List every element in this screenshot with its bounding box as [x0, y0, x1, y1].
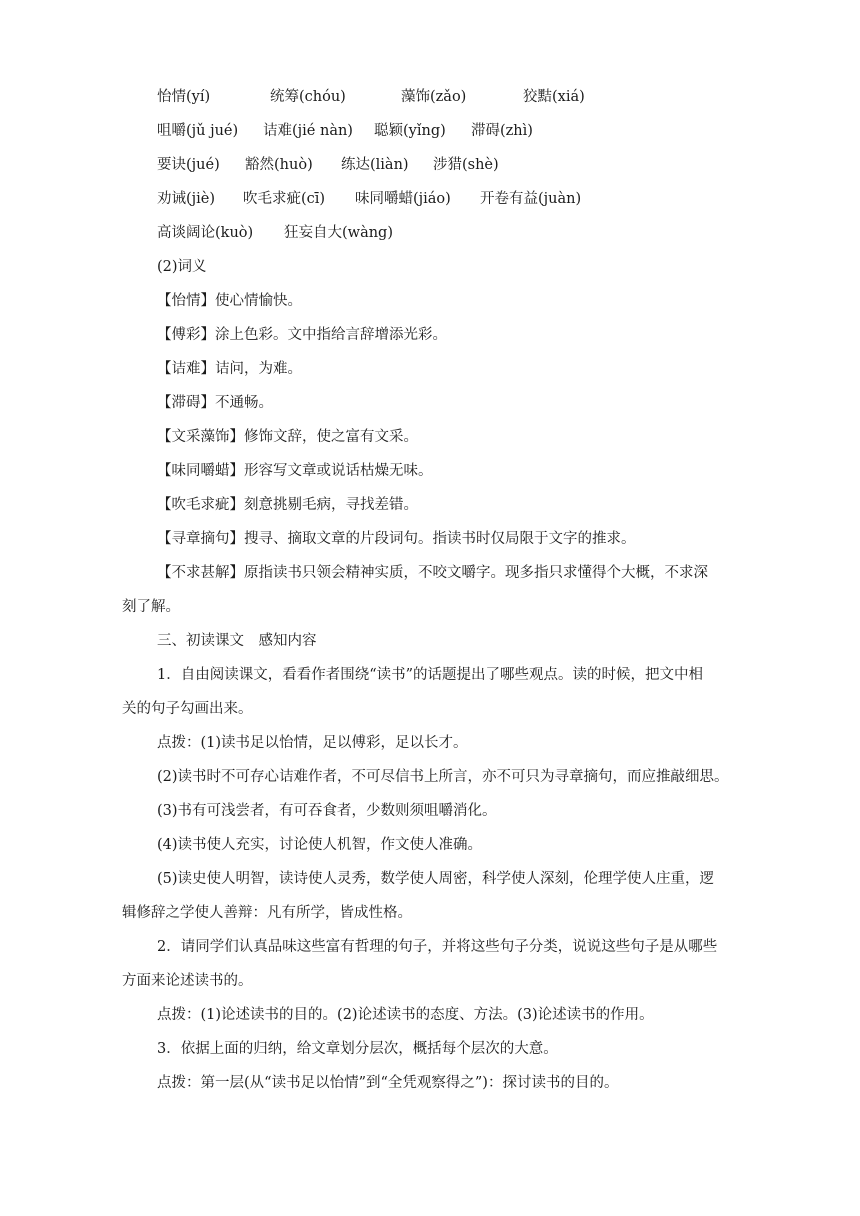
pronunciation-item: 吹毛求疵(cī): [243, 191, 326, 207]
question-text: 2．请同学们认真品味这些富有哲理的句子，并将这些句子分类，说说这些句子是从哪些: [157, 939, 718, 955]
answer-text: (3)书有可浅尝者，有可吞食者，少数则须咀嚼消化。: [157, 803, 497, 819]
vocab-entry: 【诘难】诘问，为难。: [157, 361, 302, 377]
question-text: 1．自由阅读课文，看看作者围绕“读书”的话题提出了哪些观点。读的时候，把文中相: [157, 667, 704, 683]
pronunciation-item: 开卷有益(juàn): [480, 191, 582, 207]
pronunciation-item: 味同嚼蜡(jiáo): [355, 191, 451, 207]
vocab-entry: 【傅彩】涂上色彩。文中指给言辞增添光彩。: [157, 327, 447, 343]
vocab-entry: 【怡情】使心情愉快。: [157, 293, 302, 309]
question-text-continued: 方面来论述读书的。: [122, 973, 253, 989]
question-text: 3．依据上面的归纳，给文章划分层次，概括每个层次的大意。: [157, 1041, 558, 1057]
answer-text: 点拨：(1)论述读书的目的。(2)论述读书的态度、方法。(3)论述读书的作用。: [157, 1007, 654, 1023]
pronunciation-item: 涉猎(shè): [433, 157, 499, 173]
pronunciation-item: 豁然(huò): [245, 157, 313, 173]
vocab-entry: 【文采藻饰】修饰文辞，使之富有文采。: [157, 429, 418, 445]
vocab-entry: 【寻章摘句】搜寻、摘取文章的片段词句。指读书时仅局限于文字的推求。: [157, 531, 636, 547]
answer-text: 点拨：第一层(从“读书足以怡情”到“全凭观察得之”)：探讨读书的目的。: [157, 1075, 619, 1091]
pronunciation-item: 诘难(jié nàn): [263, 123, 353, 139]
pronunciation-item: 咀嚼(jǔ jué): [157, 123, 239, 139]
pronunciation-item: 要诀(jué): [157, 157, 220, 173]
answer-text-continued: 辑修辞之学使人善辩：凡有所学，皆成性格。: [122, 905, 412, 921]
section-heading: (2)词义: [157, 259, 207, 275]
vocab-entry: 【味同嚼蜡】形容写文章或说话枯燥无味。: [157, 463, 433, 479]
pronunciation-item: 怡情(yí): [157, 89, 211, 105]
pronunciation-item: 高谈阔论(kuò): [157, 225, 254, 241]
answer-text: (5)读史使人明智，读诗使人灵秀，数学使人周密，科学使人深刻，伦理学使人庄重，逻: [157, 871, 715, 887]
pronunciation-item: 藻饰(zǎo): [401, 89, 467, 105]
answer-text: 点拨：(1)读书足以怡情，足以傅彩，足以长才。: [157, 735, 468, 751]
pronunciation-item: 劝诫(jiè): [157, 191, 216, 207]
vocab-entry: 【滞碍】不通畅。: [157, 395, 273, 411]
section-heading: 三、初读课文 感知内容: [157, 633, 317, 649]
pronunciation-item: 狂妄自大(wàng): [284, 225, 393, 241]
pronunciation-item: 练达(liàn): [341, 157, 409, 173]
answer-text: (4)读书使人充实，讨论使人机智，作文使人准确。: [157, 837, 483, 853]
pronunciation-item: 滞碍(zhì): [471, 123, 533, 139]
vocab-entry-continued: 刻了解。: [122, 599, 180, 615]
pronunciation-item: 统筹(chóu): [270, 89, 346, 105]
answer-text: (2)读书时不可存心诘难作者，不可尽信书上所言，亦不可只为寻章摘句，而应推敲细思。: [157, 769, 729, 785]
vocab-entry: 【吹毛求疵】刻意挑剔毛病，寻找差错。: [157, 497, 418, 513]
vocab-entry: 【不求甚解】原指读书只领会精神实质，不咬文嚼字。现多指只求懂得个大概，不求深: [157, 565, 708, 581]
pronunciation-item: 狡黠(xiá): [523, 89, 585, 105]
pronunciation-item: 聪颖(yǐng): [374, 123, 446, 139]
question-text-continued: 关的句子勾画出来。: [122, 701, 253, 717]
